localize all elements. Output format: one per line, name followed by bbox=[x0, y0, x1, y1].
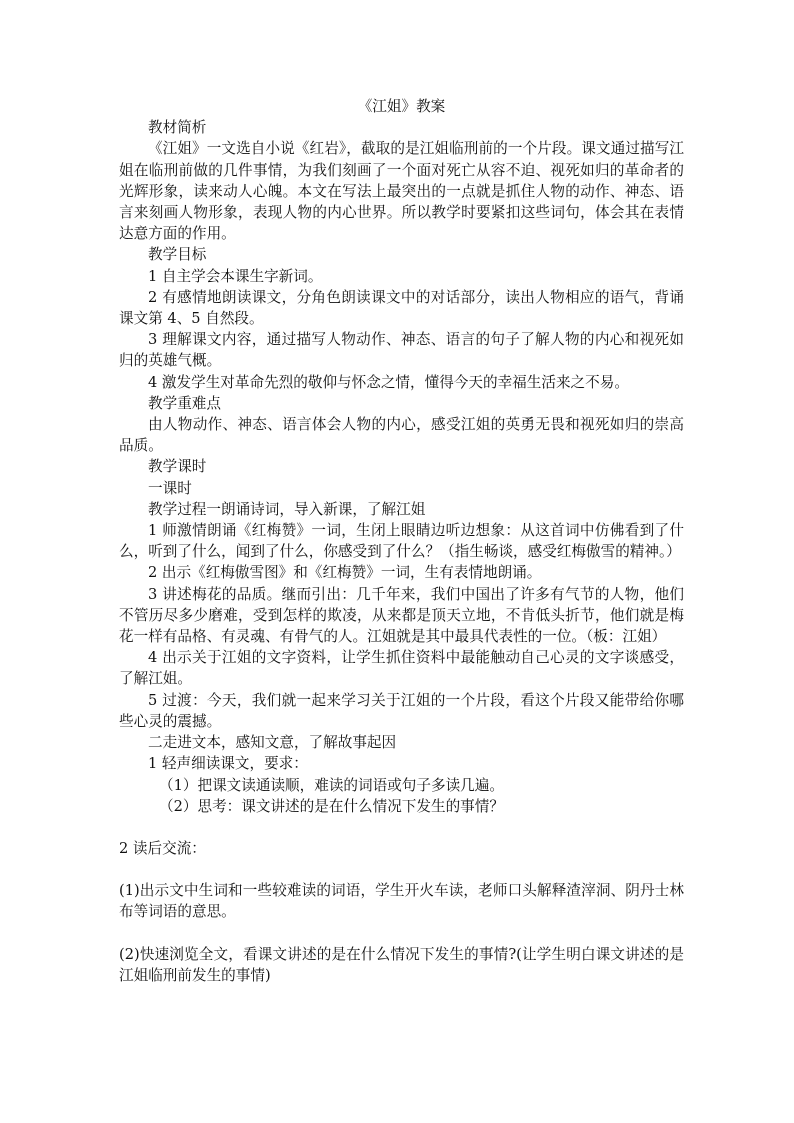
part-two-subitem-2: （2）思考：课文讲述的是在什么情况下发生的事情？ bbox=[159, 797, 504, 815]
section-heading-key-points: 教学重难点 bbox=[148, 394, 221, 412]
goal-item-3: 3 理解课文内容，通过描写人物动作、神态、语言的句子了解人物的内心和视死如归的英雄气概。 bbox=[119, 331, 684, 370]
part-two-step-1: 1 轻声细读课文，要求： bbox=[148, 755, 308, 773]
paragraph-key-points: 由人物动作、神态、语言体会人物的内心，感受江姐的英勇无畏和视死如归的崇高品质。 bbox=[119, 416, 684, 455]
section-heading-part-two: 二走进文本，感知文意，了解故事起因 bbox=[148, 734, 397, 752]
part-two-subitem-1: （1）把课文读通读顺，难读的词语或句子多读几遍。 bbox=[159, 776, 504, 794]
section-heading-teaching-process: 教学过程一朗诵诗词，导入新课，了解江姐 bbox=[148, 500, 426, 518]
paragraph-textbook-analysis: 《江姐》一文选自小说《红岩》，截取的是江姐临刑前的一个片段。课文通过描写江姐在临刑前做的几件事情，为我们刻画了一个面对死亡从容不迫、视死如归的革命者的光辉形象，读来动人心魄。本文在写法上最突出的一点就是抓住人物的动作、神态、语言来刻画人物形象，表现人物的内心世界。所以教学时要紧扣这些词句，体会其在表情达意方面的作用。 bbox=[119, 140, 684, 243]
process-step-2: 2 出示《红梅傲雪图》和《红梅赞》一词，生有表情地朗诵。 bbox=[148, 564, 542, 582]
process-step-3: 3 讲述梅花的品质。继而引出：几千年来，我们中国出了许多有气节的人物，他们不管历尽多少磨难，受到怎样的欺凌，从来都是顶天立地，不肯低头折节，他们就是梅花一样有品格、有灵魂、有骨气的人。江姐就是其中最具代表性的一位。（板：江姐） bbox=[119, 585, 684, 646]
section-heading-textbook-analysis: 教材简析 bbox=[148, 119, 207, 137]
goal-item-4: 4 激发学生对革命先烈的敬仰与怀念之情，懂得今天的幸福生活来之不易。 bbox=[148, 373, 629, 391]
goal-item-1: 1 自主学会本课生字新词。 bbox=[148, 267, 323, 285]
goal-item-2: 2 有感情地朗读课文，分角色朗读课文中的对话部分，读出人物相应的语气，背诵课文第 4、5 自然段。 bbox=[119, 288, 684, 328]
section-heading-teaching-goals: 教学目标 bbox=[148, 246, 207, 264]
part-two-step-2: 2 读后交流： bbox=[119, 839, 206, 857]
paragraph-class-hours: 一课时 bbox=[148, 479, 192, 497]
process-step-1: 1 师激情朗诵《红梅赞》一词，生闭上眼睛边听边想象：从这首词中仿佛看到了什么，听到了什么，闻到了什么，你感受到了什么？（指生畅谈，感受红梅傲雪的精神。） bbox=[119, 522, 684, 561]
process-step-4: 4 出示关于江姐的文字资料，让学生抓住资料中最能触动自己心灵的文字谈感受，了解江姐。 bbox=[119, 649, 684, 688]
document-title: 《江姐》教案 bbox=[357, 98, 446, 115]
part-two-step-2-item-1: (1)出示文中生词和一些较难读的词语，学生开火车读，老师口头解释渣滓洞、阴丹士林布等词语的意思。 bbox=[119, 882, 684, 921]
process-step-5: 5 过渡：今天，我们就一起来学习关于江姐的一个片段，看这个片段又能带给你哪些心灵的震撼。 bbox=[119, 691, 684, 730]
section-heading-class-hours: 教学课时 bbox=[148, 458, 207, 476]
document-page bbox=[119, 96, 684, 986]
part-two-step-2-item-2: (2)快速浏览全文，看课文讲述的是在什么情况下发生的事情?(让学生明白课文讲述的是江姐临刑前发生的事情) bbox=[119, 945, 684, 984]
